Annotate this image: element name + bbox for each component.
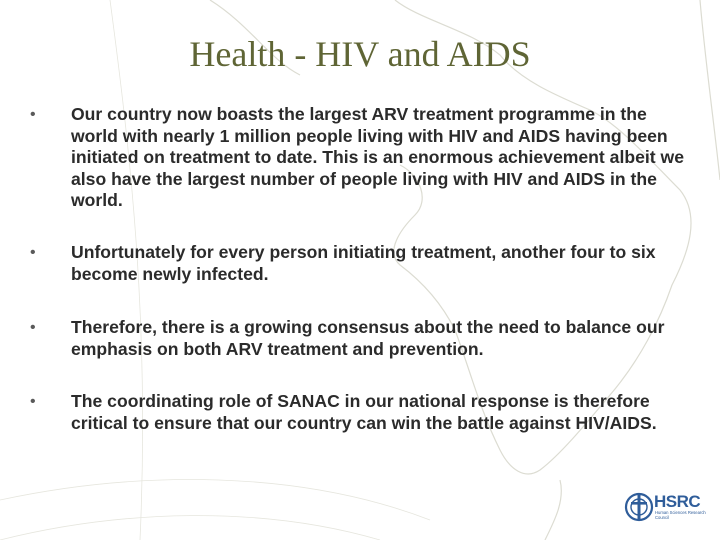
bullet-item [30, 104, 690, 212]
bullet-text: Unfortunately for every person initiating treatment, another four to six become newly infected. [71, 242, 656, 284]
bullet-text: The coordinating role of SANAC in our national response is therefore critical to ensure that our country can win the battle against HIV/AIDS. [71, 391, 657, 433]
slide-title: Health - HIV and AIDS [189, 34, 531, 74]
bullet-marker: • [30, 393, 36, 410]
hsrc-emblem-icon [624, 492, 654, 522]
bullet-marker: • [30, 244, 36, 261]
bullet-item [30, 391, 690, 434]
bullet-text: Our country now boasts the largest ARV treatment programme in the world with nearly 1 million people living with HIV and AIDS having been initiated on treatment to date. This is an enormous achievement albeit we also have the largest number of people living with HIV and AIDS in the world. [71, 104, 684, 210]
bullet-item [30, 242, 690, 285]
logo-name: HSRC [654, 492, 701, 511]
logo-subtitle: Human Sciences Research Council [655, 510, 706, 520]
bullet-marker: • [30, 106, 36, 123]
hsrc-logo [624, 492, 706, 526]
bullet-item [30, 317, 690, 360]
bullet-marker: • [30, 319, 36, 336]
bullet-text: Therefore, there is a growing consensus about the need to balance our emphasis on both ARV treatment and prevention. [71, 317, 665, 359]
